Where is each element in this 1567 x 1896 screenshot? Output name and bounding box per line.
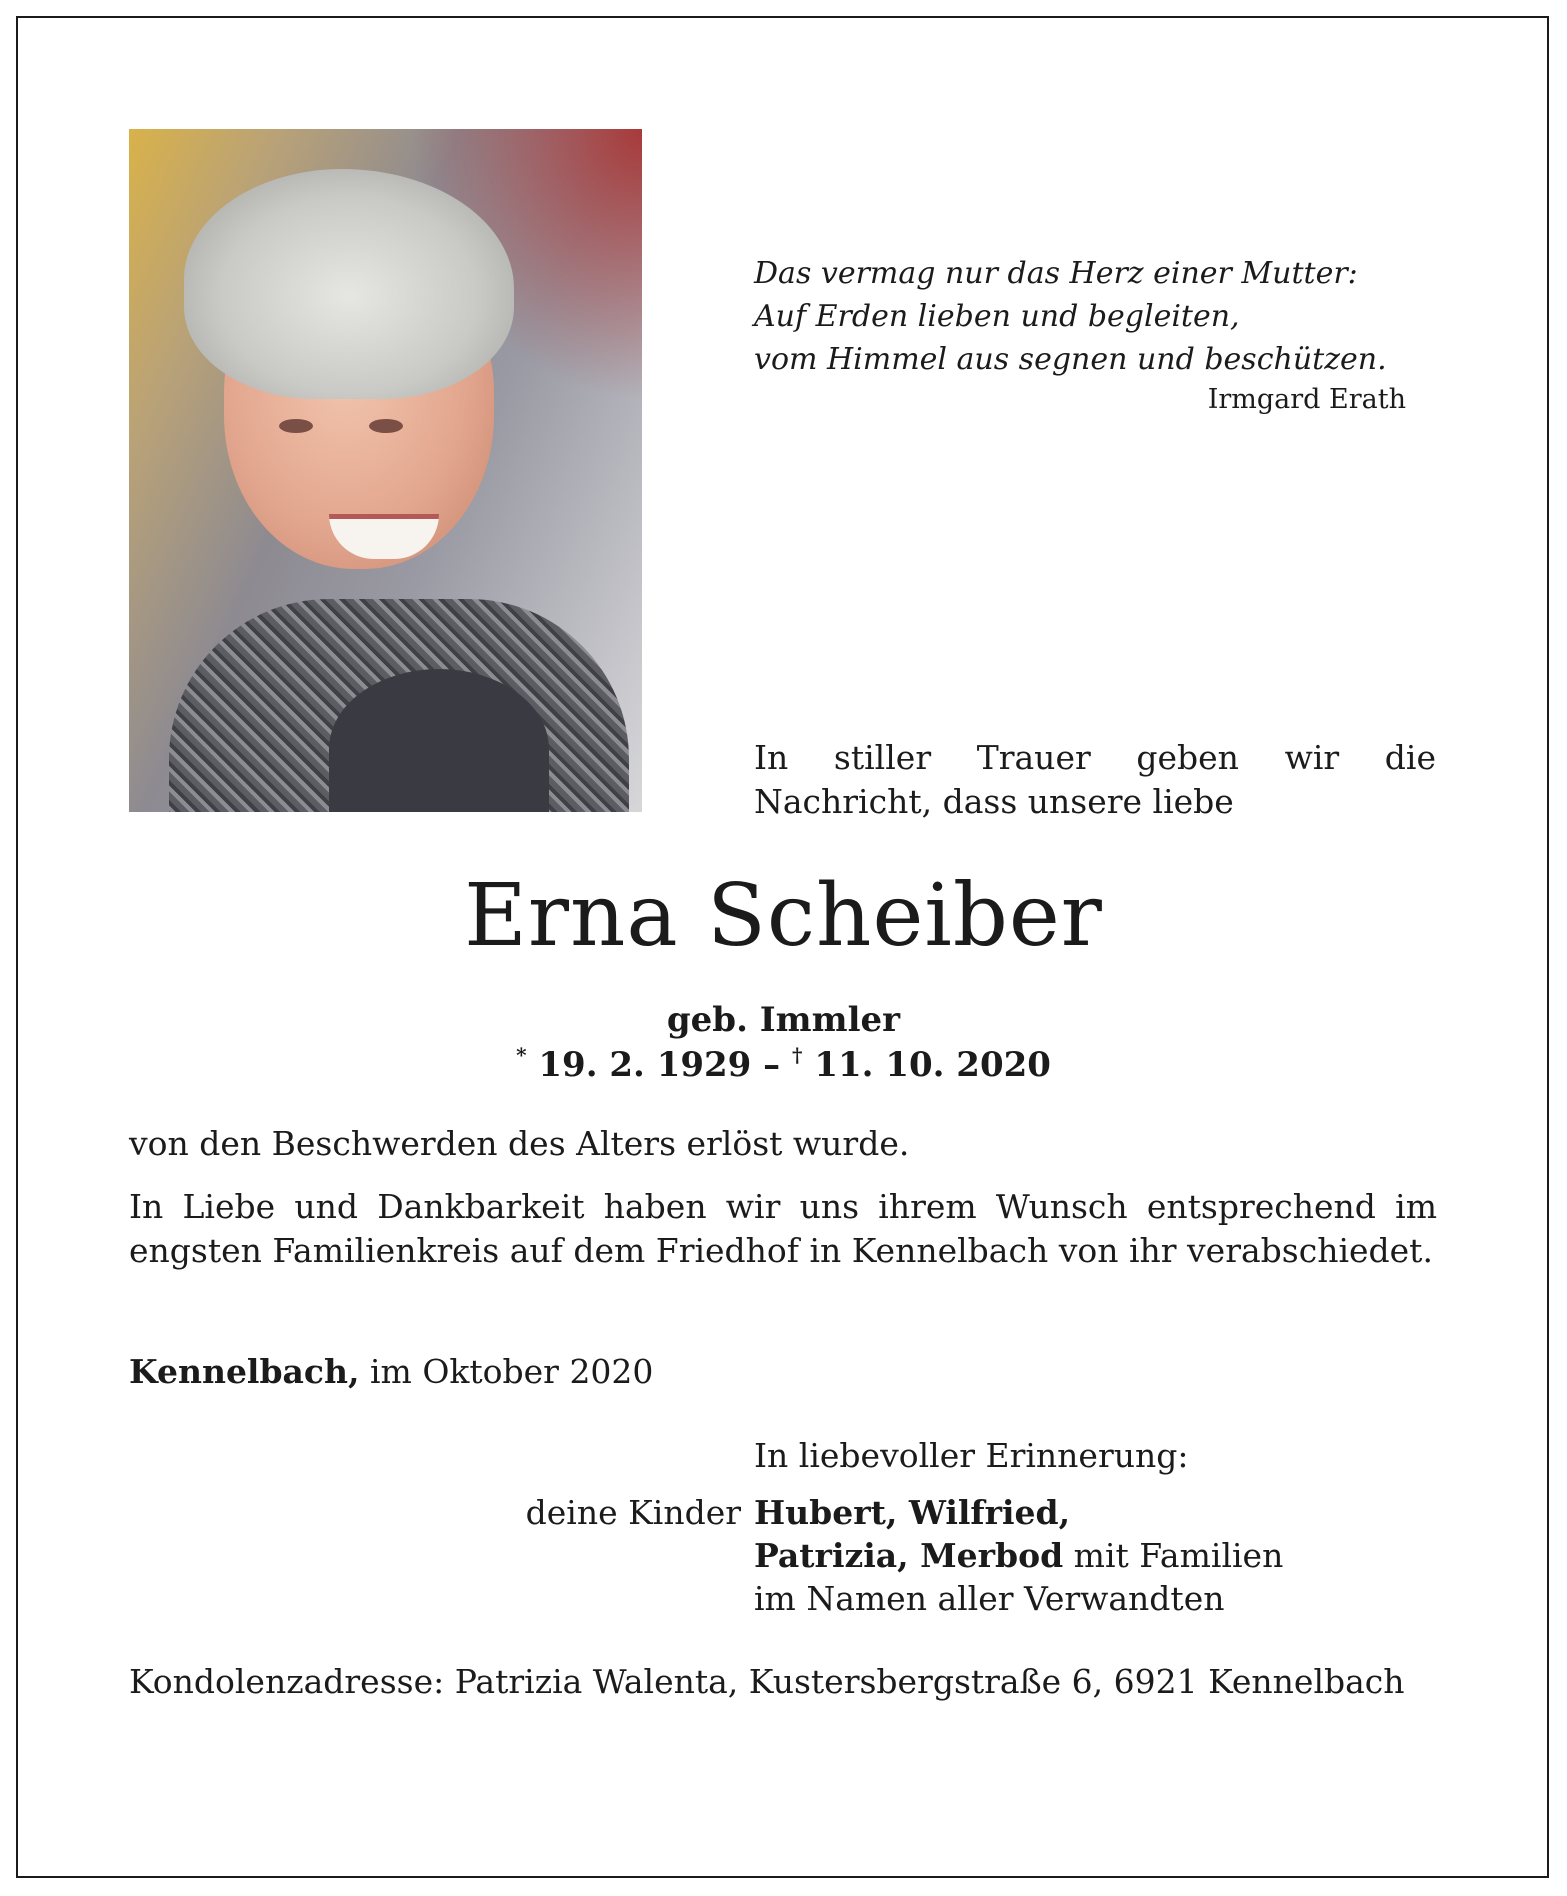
children-label: deine Kinder — [525, 1493, 741, 1532]
quote-line: Auf Erden lieben und begleiten, — [754, 299, 1240, 334]
children-names: Patrizia, Merbod — [754, 1536, 1064, 1575]
portrait-photo — [129, 129, 642, 812]
birth-symbol: * — [516, 1043, 527, 1067]
birth-name: geb. Immler — [666, 1000, 901, 1040]
deceased-name: Erna Scheiber — [464, 866, 1103, 966]
place-date — [129, 1352, 653, 1391]
place-month: im Oktober 2020 — [359, 1352, 654, 1391]
death-date: 11. 10. 2020 — [814, 1045, 1051, 1085]
birth-date: 19. 2. 1929 — [538, 1045, 752, 1085]
condolence-address: Kondolenzadresse: Patrizia Walenta, Kustersbergstraße 6, 6921 Kennelbach — [129, 1662, 1405, 1701]
children-suffix: mit Familien — [1063, 1536, 1284, 1575]
memory-heading: In liebevoller Erinnerung: — [754, 1436, 1189, 1475]
intro-text: In stiller Trauer geben wir die Nachricht, dass unsere liebe — [754, 738, 1436, 821]
portrait-hair — [184, 169, 514, 399]
quote — [754, 252, 1387, 381]
paragraph-farewell: In Liebe und Dankbarkeit haben wir uns ihrem Wunsch entsprechend im engsten Familienkreis auf dem Friedhof in Kennelbach von ihr verabschiedet. — [129, 1187, 1437, 1270]
paragraph-released: von den Beschwerden des Alters erlöst wurde. — [129, 1124, 910, 1163]
death-symbol: † — [792, 1043, 803, 1067]
relatives-line: im Namen aller Verwandten — [754, 1579, 1225, 1618]
date-separator: – — [763, 1045, 781, 1085]
portrait-eye-right — [369, 419, 403, 433]
life-dates — [0, 1043, 1567, 1085]
children-names-line2 — [754, 1536, 1283, 1575]
quote-author: Irmgard Erath — [1207, 384, 1406, 415]
place-town: Kennelbach, — [129, 1352, 360, 1391]
children-names-line1: Hubert, Wilfried, — [754, 1493, 1071, 1532]
quote-line: Das vermag nur das Herz einer Mutter: — [754, 256, 1358, 291]
portrait-eye-left — [279, 419, 313, 433]
quote-line: vom Himmel aus segnen und beschützen. — [754, 342, 1387, 377]
